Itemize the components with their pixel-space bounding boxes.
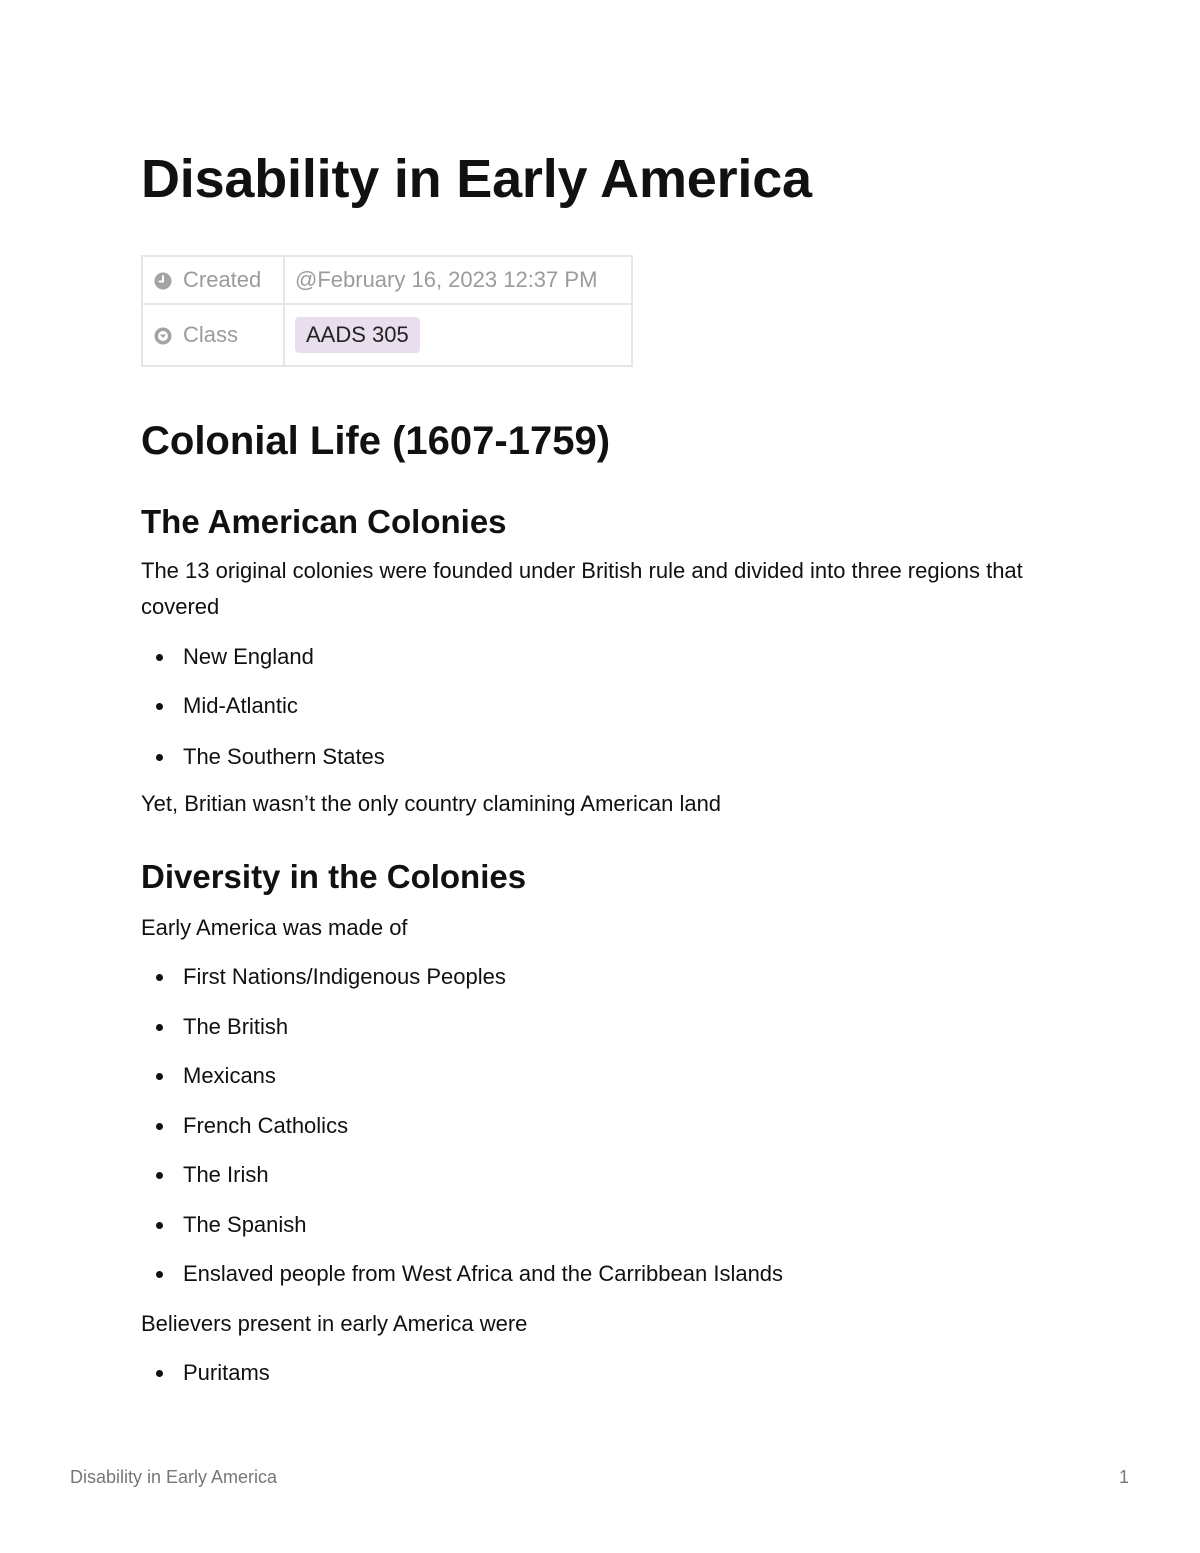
property-name-class — [142, 304, 284, 366]
list-item: Mid-Atlantic — [141, 691, 385, 721]
paragraph-colonies-intro: The 13 original colonies were founded under British rule and divided into three regions that covered — [141, 558, 1023, 619]
property-value-created[interactable]: @February 16, 2023 12:37 PM — [284, 256, 632, 304]
footer-document-title: Disability in Early America — [70, 1467, 278, 1487]
clock-icon — [153, 271, 173, 291]
list-item: The Spanish — [141, 1210, 783, 1240]
footer-page-number: 1 — [1118, 1467, 1129, 1487]
list-item: The British — [141, 1012, 783, 1042]
regions-list — [141, 642, 385, 772]
list-item: Mexicans — [141, 1061, 783, 1091]
class-tag[interactable]: AADS 305 — [295, 317, 420, 353]
list-item: First Nations/Indigenous Peoples — [141, 962, 783, 992]
subheading-american-colonies: The American Colonies — [141, 503, 507, 540]
paragraph-colonies-outro: Yet, Britian wasn’t the only country clamining American land — [141, 791, 722, 816]
list-item: Enslaved people from West Africa and the Carribbean Islands — [141, 1259, 783, 1289]
select-icon — [153, 326, 173, 346]
subheading-diversity: Diversity in the Colonies — [141, 858, 527, 895]
paragraph-believers-intro: Believers present in early America were — [141, 1311, 528, 1336]
property-name-created — [142, 256, 284, 304]
list-item: Puritams — [141, 1358, 270, 1388]
paragraph-diversity-intro: Early America was made of — [141, 915, 408, 940]
list-item: New England — [141, 642, 385, 672]
page-title: Disability in Early America — [141, 149, 812, 209]
list-item: French Catholics — [141, 1111, 783, 1141]
property-row-created — [142, 256, 632, 304]
peoples-list — [141, 962, 783, 1289]
believers-list — [141, 1358, 270, 1388]
property-label-class: Class — [183, 322, 239, 347]
property-row-class — [142, 304, 632, 366]
list-item: The Irish — [141, 1160, 783, 1190]
properties-table — [141, 255, 633, 367]
property-label-created: Created — [183, 267, 262, 292]
list-item: The Southern States — [141, 742, 385, 772]
section-heading-colonial-life: Colonial Life (1607-1759) — [141, 419, 611, 463]
property-value-class[interactable] — [284, 304, 632, 366]
